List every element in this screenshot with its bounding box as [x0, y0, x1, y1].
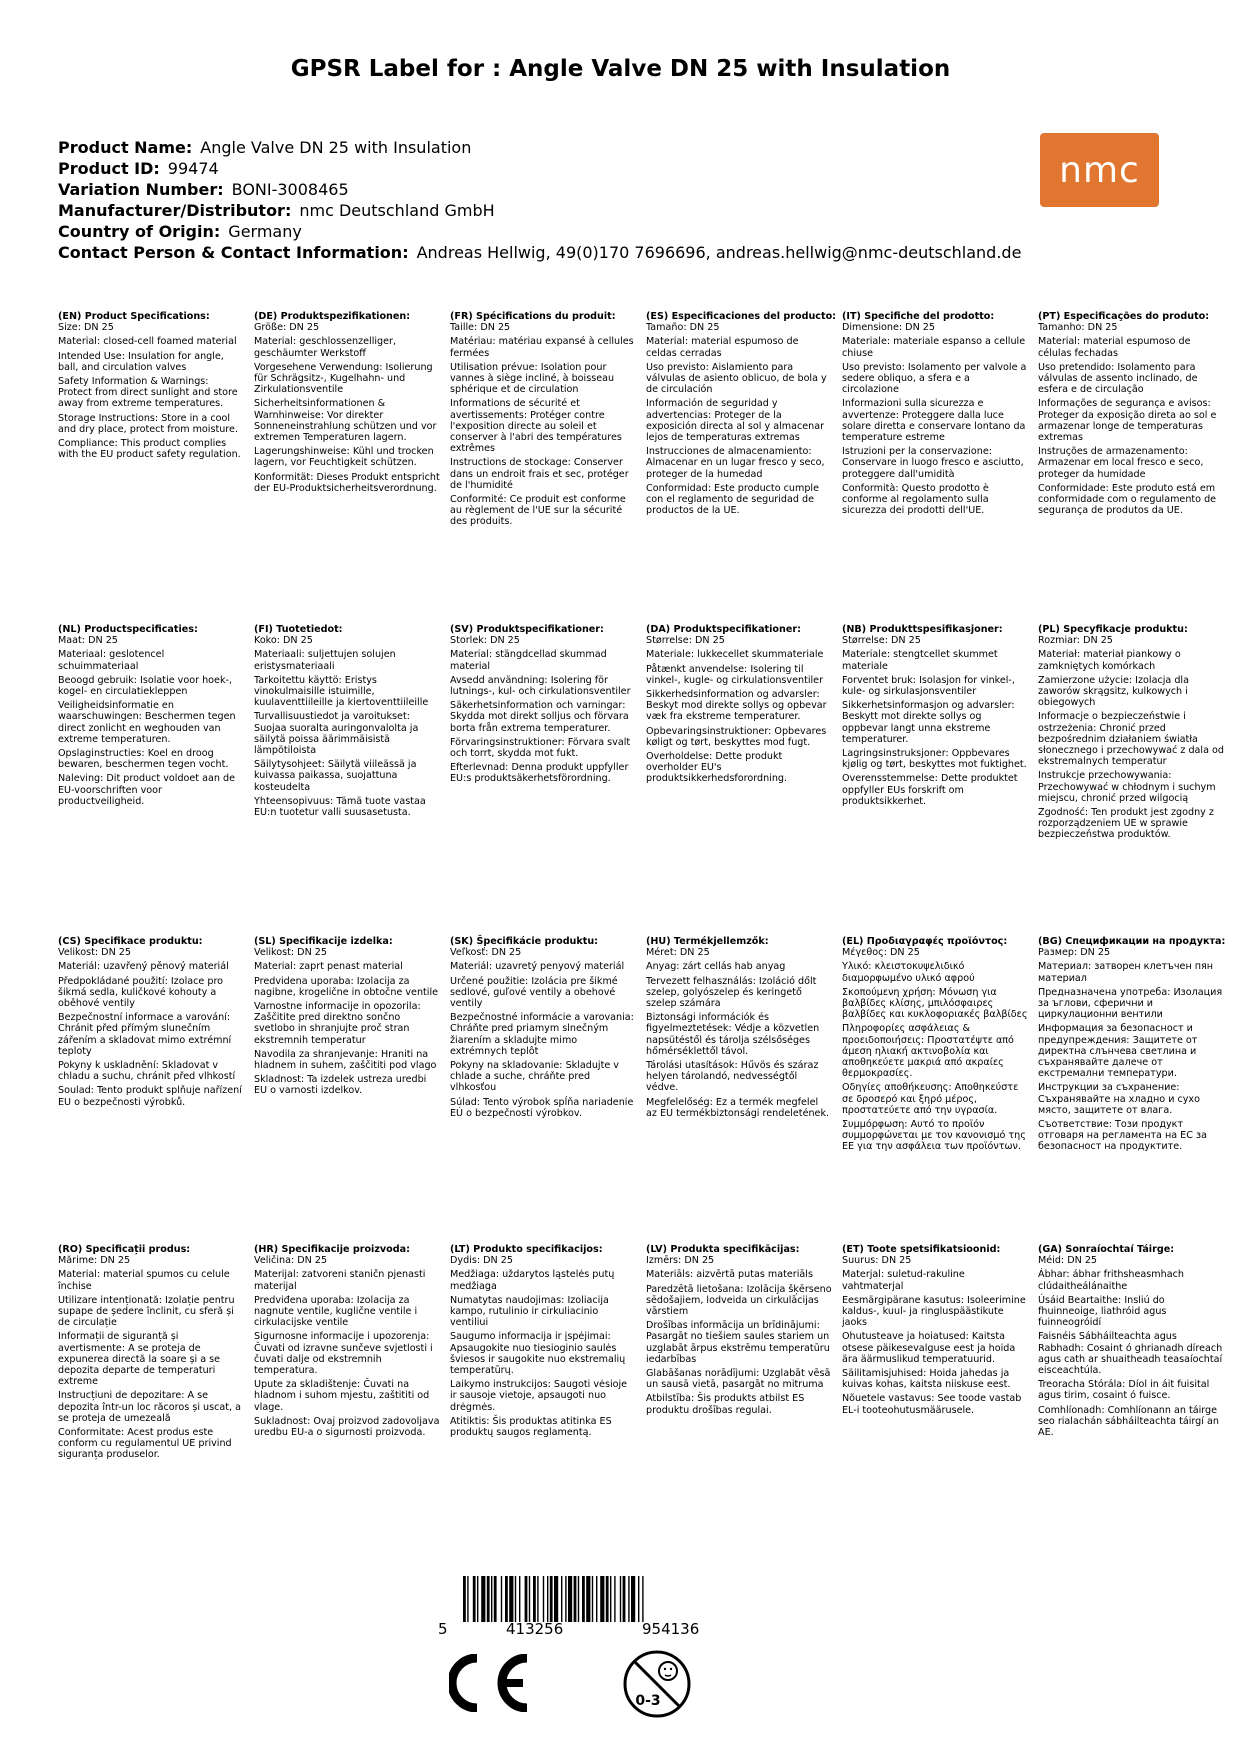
- size-line: Tamaño: DN 25: [646, 322, 720, 334]
- language-heading: (GA) Sonraíochtaí Táirge:: [1038, 1244, 1175, 1255]
- spec-item: Materiāls: aizvērtā putas materiāls: [646, 1269, 813, 1281]
- size-line: Μέγεθος: DN 25: [842, 947, 920, 959]
- spec-item: Υλικό: κλειστοκυψελιδικό διαμορφωμένο υλικό αφρού: [842, 961, 975, 984]
- spec-item: Materiál: uzavřený pěnový materiál: [58, 961, 229, 973]
- spec-item: Vorgesehene Verwendung: Isolierung für Schrägsitz-, Kugelhahn- und Zirkulationsventile: [254, 361, 433, 396]
- spec-item: Ábhar: ábhar frithsheasmhach clúdaitheálánaithe: [1038, 1269, 1184, 1292]
- language-block: [1038, 311, 1224, 519]
- spec-item: Anyag: zárt cellás hab anyag: [646, 961, 786, 973]
- logo-text: nmc: [1059, 149, 1140, 191]
- product-info-row: [58, 137, 1021, 158]
- spec-item: Material: geschlossenzelliger, geschäumter Werkstoff: [254, 336, 397, 359]
- language-heading: (ET) Toote spetsifikatsioonid:: [842, 1244, 1001, 1255]
- barcode-bar: [547, 1576, 548, 1622]
- spec-item: Opbevaringsinstruktioner: Opbevares køligt og tørt, beskyttes mod fugt.: [646, 725, 827, 748]
- spec-item: Veiligheidsinformatie en waarschuwingen: Beschermen tegen direct zonlicht en weghouden van extreme temperaturen.: [58, 700, 236, 745]
- spec-item: Uso pretendido: Isolamento para válvulas de assento inclinado, de esfera e de circulação: [1038, 361, 1198, 396]
- spec-item: Atitiktis: Šis produktas atitinka ES produktų saugos reglamentą.: [450, 1415, 612, 1439]
- spec-item: Instrucciones de almacenamiento: Almacenar en un lugar fresco y seco, proteger de la humedad: [646, 446, 825, 480]
- language-block: [254, 624, 440, 821]
- spec-item: Predvidena uporaba: Izolacija za nagibne, krogelične in obtočne ventile: [254, 975, 439, 998]
- spec-item: Материал: затворен клетъчен пян материал: [1038, 961, 1214, 984]
- spec-item: Varnostne informacije in opozorila: Zaščitite pred direktno sončno svetlobo in shranjujte proč stran ekstremnih temperatur: [254, 1001, 421, 1046]
- spec-item: Οδηγίες αποθήκευσης: Αποθηκεύστε σε δροσερό και ξηρό μέρος, προστατεύετε από την υγρασία.: [842, 1082, 1019, 1116]
- barcode-bar: [533, 1576, 536, 1622]
- spec-item: Laikymo instrukcijos: Saugoti vėsioje ir sausoje vietoje, apsaugoti nuo drėgmės.: [450, 1379, 628, 1413]
- barcode-bar: [543, 1576, 544, 1622]
- language-heading: (BG) Спецификации на продукта:: [1038, 936, 1226, 947]
- size-line: Maat: DN 25: [58, 635, 118, 647]
- spec-item: Tárolási utasítások: Hűvös és száraz helyen tárolandó, nedvességtől védve.: [646, 1060, 819, 1094]
- spec-item: Overensstemmelse: Dette produktet oppfyller EUs forskrift om produktsikkerhet.: [842, 773, 1018, 807]
- spec-item: Zgodność: Ten produkt jest zgodny z rozporządzeniem UE w sprawie bezpieczeństwa produktów.: [1038, 807, 1214, 841]
- spec-item: Drošības informācija un brīdinājumi: Pasargāt no tiešiem saules stariem un uzglabāt ārpus ekstrēmu temperatūru iedarbības: [646, 1320, 830, 1365]
- spec-item: Tervezett felhasználás: Izoláció dőlt szelep, golyószelep és keringető szelep számára: [646, 975, 817, 1010]
- barcode-bar: [554, 1576, 558, 1622]
- barcode-digits-right: 954136: [642, 1620, 700, 1638]
- spec-item: Informazioni sulla sicurezza e avvertenze: Proteggere dalla luce solare diretta e conservare lontano da temperature estreme: [842, 398, 1026, 444]
- spec-item: Navodila za shranjevanje: Hraniti na hladnem in suhem, zaščititi pod vlago: [254, 1048, 437, 1072]
- language-heading: (RO) Specificații produs:: [58, 1244, 191, 1255]
- spec-item: Medžiaga: uždarytos ląstelės putų medžiaga: [450, 1269, 615, 1292]
- spec-item: Uso previsto: Aislamiento para válvulas de asiento oblicuo, de bola y de circulación: [646, 361, 827, 396]
- spec-item: Saugumo informacija ir įspėjimai: Apsaugokite nuo tiesioginio saulės šviesos ir saugokite nuo ekstremalių temperatūrų.: [450, 1331, 626, 1377]
- spec-item: Sikkerhetsinformasjon og advarsler: Beskytt mot direkte sollys og oppbevar langt unna ekstreme temperaturer.: [842, 700, 1015, 745]
- spec-item: Bezpečnostné informácie a varovania: Chráňte pred priamym slnečným žiarením a skladujte mimo extrémnych teplôt: [450, 1012, 634, 1057]
- barcode-bar: [505, 1576, 508, 1622]
- language-heading: (SL) Specifikacije izdelka:: [254, 936, 393, 947]
- size-line: Velikost: DN 25: [58, 947, 131, 959]
- spec-item: Πληροφορίες ασφάλειας & προειδοποιήσεις: Προστατέψτε από άμεση ηλιακή ακτινοβολία και αποθηκεύετε μακριά από ακραίες θερμοκρασίες.: [842, 1023, 1014, 1080]
- spec-item: Ohutusteave ja hoiatused: Kaitsta otsese päikesevalguse eest ja hoida ära äärmuslikud temperatuurid.: [842, 1331, 1016, 1365]
- spec-item: Sigurnosne informacije i upozorenja: Čuvati od izravne sunčeve svjetlosti i čuvati dalje od ekstremnih temperatura.: [254, 1331, 433, 1377]
- barcode-bar: [529, 1576, 530, 1622]
- language-heading: (FR) Spécifications du produit:: [450, 311, 616, 322]
- spec-item: Material: material espumoso de células fechadas: [1038, 336, 1191, 359]
- barcode-bar: [481, 1576, 485, 1622]
- spec-item: Compliance: This product complies with the EU product safety regulation.: [58, 438, 241, 461]
- barcode-bar: [574, 1576, 577, 1622]
- barcode-bar: [565, 1576, 566, 1622]
- size-line: Veličina: DN 25: [254, 1255, 328, 1267]
- spec-item: Informacje o bezpieczeństwie i ostrzeżenia: Chronić przed bezpośrednim działaniem światła słonecznego i przechowywać z dala od ekstremalnych temperatur: [1038, 711, 1224, 768]
- spec-item: Utilisation prévue: Isolation pour vannes à siège incliné, à boisseau sphérique et de circulation: [450, 361, 615, 396]
- spec-item: Sicherheitsinformationen & Warnhinweise: Vor direkter Sonneneinstrahlung schützen und vor extremen Temperaturen lagern.: [254, 398, 437, 444]
- spec-item: Instrukcje przechowywania: Przechowywać w chłodnym i suchym miejscu, chronić przed wilgocią: [1038, 770, 1216, 804]
- spec-item: Informações de segurança e avisos: Proteger da exposição direta ao sol e armazenar longe de temperaturas extremas: [1038, 398, 1217, 444]
- spec-item: Yhteensopivuus: Tämä tuote vastaa EU:n tuotetur valli suusasetusta.: [254, 795, 426, 819]
- spec-item: Materiaali: suljettujen solujen eristysmateriaali: [254, 649, 396, 672]
- spec-item: Comhlíonadh: Comhlíonann an táirge seo rialachán sábháilteachta táirgí an AE.: [1038, 1404, 1219, 1439]
- spec-item: Materiał: materiał piankowy o zamkniętych komórkach: [1038, 649, 1181, 672]
- barcode-bar: [494, 1576, 497, 1622]
- nmc-logo: [1040, 133, 1159, 207]
- barcode-digit-first: 5: [438, 1620, 448, 1638]
- spec-item: Beoogd gebruik: Isolatie voor hoek-, kogel- en circulatiekleppen: [58, 674, 233, 698]
- spec-item: Materiale: stengtcellet skummet materiale: [842, 649, 998, 672]
- spec-item: Nõuetele vastavus: See toode vastab EL-i tooteohutusmäärusele.: [842, 1393, 1022, 1416]
- info-label: Country of Origin :: [58, 222, 220, 241]
- spec-item: Conformidade: Este produto está em conformidade com o regulamento de segurança de produtos da UE.: [1038, 482, 1217, 517]
- spec-item: Megfelelőség: Ez a termék megfelel az EU termékbiztonsági rendeletének.: [646, 1096, 830, 1119]
- language-block: [842, 311, 1028, 519]
- spec-item: Efterlevnad: Denna produkt uppfyller EU:s produktsäkerhetsförordning.: [450, 762, 629, 785]
- spec-item: Instruções de armazenamento: Armazenar em local fresco e seco, proteger da humidade: [1038, 446, 1204, 480]
- barcode-bar: [467, 1576, 468, 1622]
- language-heading: (PT) Especificações do produto:: [1038, 311, 1210, 322]
- info-label: Product ID :: [58, 159, 160, 178]
- size-line: Storlek: DN 25: [450, 635, 520, 647]
- barcode-bar: [586, 1576, 590, 1622]
- spec-item: Safety Information & Warnings: Protect from direct sunlight and store away from extreme temperatures.: [58, 376, 238, 410]
- size-line: Méret: DN 25: [646, 947, 710, 959]
- spec-item: Úsáid Beartaithe: Insliú do fhuinneoige, liathróid agus fuinneogróidí: [1038, 1294, 1167, 1329]
- info-value: nmc Deutschland GmbH: [299, 201, 495, 220]
- info-label: Contact Person & Contact Information :: [58, 243, 409, 262]
- spec-item: Material: closed-cell foamed material: [58, 336, 237, 348]
- language-heading: (IT) Specifiche del prodotto:: [842, 311, 995, 322]
- info-value: Angle Valve DN 25 with Insulation: [200, 138, 472, 157]
- language-block: [450, 936, 636, 1122]
- spec-item: Material: zaprt penast material: [254, 961, 403, 973]
- barcode-bar: [550, 1576, 553, 1622]
- spec-item: Συμμόρφωση: Αυτό το προϊόν συμμορφώνεται με τον κανονισμό της ΕΕ για την ασφάλεια των προϊόντων.: [842, 1119, 1026, 1153]
- product-info-row: [58, 200, 1021, 221]
- age-label: 0-3: [635, 1693, 661, 1709]
- spec-item: Forventet bruk: Isolasjon for vinkel-, kule- og sirkulasjonsventiler: [842, 674, 1015, 698]
- spec-item: Conformitate: Acest produs este conform cu regulamentul UE privind siguranța produselor.: [58, 1427, 232, 1461]
- info-label: Manufacturer/Distributor :: [58, 201, 291, 220]
- language-block: [58, 624, 244, 810]
- spec-item: Conformité: Ce produit est conforme au règlement de l'UE sur la sécurité des produits.: [450, 494, 626, 528]
- spec-item: Инструкции за съхранение: Съхранявайте на хладно и сухо място, защитете от влага.: [1038, 1082, 1200, 1116]
- language-block: [254, 311, 440, 497]
- size-line: Izmērs: DN 25: [646, 1255, 715, 1267]
- size-line: Размер: DN 25: [1038, 947, 1111, 959]
- spec-item: Naleving: Dit product voldoet aan de EU-voorschriften voor productveiligheid.: [58, 773, 235, 807]
- info-value: 99474: [167, 159, 219, 178]
- language-heading: (SV) Produktspecifikationer:: [450, 624, 604, 635]
- language-block: [842, 624, 1028, 810]
- language-heading: (SK) Špecifikácie produktu:: [450, 936, 599, 947]
- spec-item: Förvaringsinstruktioner: Förvara svalt och torrt, skydda mot fukt.: [450, 736, 631, 760]
- language-heading: (FI) Tuotetiedot:: [254, 624, 343, 635]
- age-warning-icon: [622, 1649, 692, 1719]
- spec-item: Предназначена употреба: Изолация за ъглови, сферични и циркулационни вентили: [1038, 986, 1223, 1021]
- spec-item: Uso previsto: Isolamento per valvole a sedere obliquo, a sfera e a circolazione: [842, 361, 1027, 396]
- size-line: Veľkosť: DN 25: [450, 947, 522, 959]
- barcode-bar: [537, 1576, 538, 1622]
- language-heading: (LV) Produkta specifikācijas:: [646, 1244, 800, 1255]
- spec-item: Storage Instructions: Store in a cool and dry place, protect from moisture.: [58, 412, 238, 435]
- language-block: [450, 311, 636, 531]
- spec-item: Materiaal: geslotencel schuimmateriaal: [58, 649, 165, 672]
- barcode-bar: [614, 1576, 615, 1622]
- info-value: Andreas Hellwig, 49(0)170 7696696, andreas.hellwig@nmc-deutschland.de: [416, 243, 1022, 262]
- spec-item: Materiál: uzavretý penyový materiál: [450, 961, 625, 973]
- spec-item: Informații de siguranță și avertismente: A se proteja de expunerea directă la soare și a se depozita departe de temperaturi extreme: [58, 1331, 221, 1388]
- spec-item: Numatytas naudojimas: Izoliacija kampo, rutulinio ir cirkuliacinio ventiliui: [450, 1294, 609, 1329]
- barcode-bar: [568, 1576, 572, 1622]
- spec-item: Avsedd användning: Isolering för lutnings-, kul- och cirkulationsventiler: [450, 674, 631, 698]
- size-line: Größe: DN 25: [254, 322, 320, 334]
- language-heading: (NB) Produkttspesifikasjoner:: [842, 624, 1003, 635]
- barcode-bar: [561, 1576, 562, 1622]
- spec-item: Säkerhetsinformation och varningar: Skydda mot direkt solljus och förvara borta från extrema temperaturer.: [450, 700, 629, 734]
- spec-item: Eesmärgipärane kasutus: Isoleerimine kaldus-, kuul- ja ringluspäästikute jaoks: [842, 1294, 1026, 1329]
- spec-item: Materiale: materiale espanso a cellule chiuse: [842, 336, 1026, 359]
- spec-item: Materijal: zatvoreni staničn pjenasti materijal: [254, 1269, 426, 1292]
- size-line: Mărime: DN 25: [58, 1255, 131, 1267]
- spec-item: Materjal: suletud-rakuline vahtmaterjal: [842, 1269, 965, 1292]
- barcode-bar: [606, 1576, 609, 1622]
- language-block: [646, 311, 837, 519]
- spec-item: Predviđena uporaba: Izolacija za nagnute ventile, kuglične ventile i cirkulacijske ventile: [254, 1294, 418, 1329]
- barcode-bar: [578, 1576, 579, 1622]
- spec-item: Skladnost: Ta izdelek ustreza uredbi EU o varnosti izdelkov.: [254, 1074, 427, 1097]
- language-block: [842, 936, 1028, 1156]
- language-block: [646, 624, 832, 788]
- spec-item: Soulad: Tento produkt splňuje nařízení EU o bezpečnosti výrobků.: [58, 1085, 242, 1108]
- spec-item: Turvallisuustiedot ja varoitukset: Suojaa suoralta auringonvalolta ja säilytä poissa äärimmäisistä lämpötiloista: [254, 711, 419, 757]
- size-line: Størrelse: DN 25: [646, 635, 725, 647]
- spec-item: Zamierzone użycie: Izolacja dla zaworów skrągsitz, kulkowych i obiegowych: [1038, 674, 1189, 709]
- spec-item: Treoracha Stórála: Díol in áit fuisital agus tirim, cosaint ó fuisce.: [1038, 1379, 1210, 1402]
- spec-item: Matériau: matériau expansé à cellules fermées: [450, 336, 634, 359]
- barcode-bar: [623, 1576, 626, 1622]
- language-heading: (DE) Produktspezifikationen:: [254, 311, 411, 322]
- barcode-bar: [642, 1576, 643, 1622]
- language-heading: (HU) Termékjellemzők:: [646, 936, 769, 947]
- spec-item: Material: material spumos cu celule închise: [58, 1269, 230, 1292]
- size-line: Dydis: DN 25: [450, 1255, 513, 1267]
- spec-item: Conformità: Questo prodotto è conforme al regolamento sulla sicurezza dei prodotti dell'UE.: [842, 482, 989, 517]
- spec-item: Súlad: Tento výrobok spĺňa nariadenie EÚ o bezpečnosti výrobkov.: [450, 1096, 634, 1119]
- spec-item: Conformidad: Este producto cumple con el reglamento de seguridad de productos de la UE.: [646, 482, 819, 517]
- size-line: Tamanho: DN 25: [1038, 322, 1118, 334]
- size-line: Taille: DN 25: [450, 322, 511, 334]
- spec-item: Konformität: Dieses Produkt entspricht der EU-Produktsicherheitsverordnung.: [254, 471, 440, 494]
- product-info-row: [58, 158, 1021, 179]
- barcode-bar: [519, 1576, 520, 1622]
- spec-item: Säilytysohjeet: Säilytä viileässä ja kuivassa paikassa, suojattuna kosteudelta: [254, 759, 417, 793]
- barcode-bar: [509, 1576, 513, 1622]
- language-heading: (HR) Specifikacije proizvoda:: [254, 1244, 410, 1255]
- size-line: Suurus: DN 25: [842, 1255, 912, 1267]
- spec-item: Určené použitie: Izolácia pre šikmé sedlové, guľové ventily a obehové ventily: [450, 975, 618, 1010]
- spec-item: Upute za skladištenje: Čuvati na hladnom i suhom mjestu, zaštititi od vlage.: [254, 1379, 430, 1413]
- spec-item: Paredzētā lietošana: Izolācija šķērseno sēdošajiem, lodveida un cirkulācijas vārstiem: [646, 1283, 832, 1318]
- ce-mark-icon: [449, 1654, 531, 1712]
- language-block: [646, 936, 832, 1122]
- spec-item: Tarkoitettu käyttö: Eristys vinokulmaisille istuimille, kuulaventtiileille ja kiertoventtiileille: [254, 674, 429, 709]
- barcode-bar: [491, 1576, 492, 1622]
- spec-item: Instrucțiuni de depozitare: A se depozita într-un loc răcoros și uscat, a se proteja de umezeală: [58, 1390, 242, 1424]
- language-block: [254, 1244, 440, 1441]
- spec-item: Информация за безопасност и предупреждения: Защитете от директна слънчева светлина и съхранявайте далече от екстремални температури.: [1038, 1023, 1198, 1080]
- spec-item: Material: material espumoso de celdas cerradas: [646, 336, 799, 359]
- barcode-bar: [592, 1576, 593, 1622]
- spec-item: Información de seguridad y advertencias: Proteger de la exposición directa al sol y almacenar lejos de temperaturas extremas: [646, 398, 825, 444]
- language-block: [646, 1244, 832, 1419]
- size-line: Méid: DN 25: [1038, 1255, 1098, 1267]
- language-block: [254, 936, 440, 1100]
- barcode-bar: [600, 1576, 604, 1622]
- size-line: Size: DN 25: [58, 322, 114, 334]
- language-heading: (DA) Produktspecifikationer:: [646, 624, 801, 635]
- info-value: Germany: [228, 222, 302, 241]
- spec-item: Съответствие: Този продукт отговаря на регламента на ЕС за безопасност на продуктите.: [1038, 1119, 1207, 1153]
- barcode-bar: [515, 1576, 516, 1622]
- size-line: Størrelse: DN 25: [842, 635, 921, 647]
- language-heading: (CS) Specifikace produktu:: [58, 936, 203, 947]
- language-block: [450, 1244, 636, 1441]
- product-info-row: [58, 221, 1021, 242]
- barcode: [463, 1576, 729, 1622]
- spec-item: Overholdelse: Dette produkt overholder EU's produktsikkerhedsforordning.: [646, 751, 788, 785]
- barcode-bar: [628, 1576, 629, 1622]
- spec-item: Material: stängdcellad skummad material: [450, 649, 607, 672]
- language-block: [842, 1244, 1028, 1419]
- barcode-bar: [525, 1576, 528, 1622]
- spec-item: Faisnéis Sábháilteachta agus Rabhadh: Cosaint ó ghrianadh díreach agus cath ar shuaitheadh teasaíochtaí eisceachtúla.: [1038, 1331, 1223, 1377]
- language-block: [1038, 936, 1224, 1156]
- barcode-bar: [463, 1576, 466, 1622]
- spec-item: Instructions de stockage: Conserver dans un endroit frais et sec, protéger de l'humidité: [450, 457, 629, 491]
- spec-item: Utilizare intenționată: Izolație pentru supape de ședere înclinit, cu sferă și de circulație: [58, 1294, 235, 1329]
- spec-item: Pokyny k uskladnění: Skladovat v chladu a suchu, chránit před vlhkostí: [58, 1060, 236, 1083]
- size-line: Koko: DN 25: [254, 635, 313, 647]
- language-heading: (PL) Specyfikacje produktu:: [1038, 624, 1188, 635]
- product-info-row: [58, 179, 1021, 200]
- language-heading: (EN) Product Specifications:: [58, 311, 210, 322]
- spec-item: Opslaginstructies: Koel en droog bewaren, beschermen tegen vocht.: [58, 748, 229, 771]
- barcode-digits-left: 413256: [506, 1620, 564, 1638]
- size-line: Velikost: DN 25: [254, 947, 327, 959]
- language-block: [450, 624, 636, 788]
- language-heading: (ES) Especificaciones del producto:: [646, 311, 837, 322]
- spec-item: Bezpečnostní informace a varování: Chránit před přímým slunečním zářením a skladovat mimo extrémní teploty: [58, 1012, 232, 1057]
- spec-item: Pokyny na skladovanie: Skladujte v chlade a suche, chráňte pred vlhkosťou: [450, 1060, 619, 1094]
- info-label: Product Name :: [58, 138, 192, 157]
- spec-item: Säilitamisjuhised: Hoida jahedas ja kuivas kohas, kaitsta niiskuse eest.: [842, 1368, 1011, 1391]
- barcode-bar: [487, 1576, 490, 1622]
- language-block: [58, 311, 244, 463]
- spec-item: Intended Use: Insulation for angle, ball, and circulation valves: [58, 350, 224, 373]
- page-title: GPSR Label for : Angle Valve DN 25 with Insulation: [290, 56, 951, 82]
- barcode-bar: [582, 1576, 585, 1622]
- spec-item: Istruzioni per la conservazione: Conservare in luogo fresco e asciutto, proteggere dall'umidità: [842, 446, 1024, 480]
- spec-item: Sikkerhedsinformation og advarsler: Beskyt mod direkte sollys og opbevar væk fra ekstreme temperaturer.: [646, 689, 827, 723]
- language-block: [58, 1244, 244, 1464]
- product-info: [58, 137, 1021, 263]
- language-heading: (LT) Produkto specifikacijos:: [450, 1244, 603, 1255]
- barcode-bar: [596, 1576, 597, 1622]
- barcode-bar: [473, 1576, 476, 1622]
- barcode-bar: [501, 1576, 502, 1622]
- size-line: Dimensione: DN 25: [842, 322, 936, 334]
- language-block: [58, 936, 244, 1111]
- spec-item: Materiale: lukkecellet skummateriale: [646, 649, 824, 661]
- spec-item: Påtænkt anvendelse: Isolering til vinkel-, kugle- og cirkulationsventiler: [646, 663, 824, 686]
- barcode-bar: [620, 1576, 621, 1622]
- info-label: Variation Number :: [58, 180, 224, 199]
- language-heading: (EL) Προδιαγραφές προϊόντος:: [842, 936, 1008, 947]
- barcode-bar: [631, 1576, 635, 1622]
- language-heading: (NL) Productspecificaties:: [58, 624, 198, 635]
- language-block: [1038, 624, 1224, 844]
- spec-item: Σκοπούμενη χρήση: Μόνωση για βαλβίδες κλίσης, μπιλόσφαιρες βαλβίδες και κυκλοφοριακές βαλβίδες: [842, 986, 1028, 1021]
- info-value: BONI-3008465: [231, 180, 349, 199]
- spec-item: Biztonsági információk és figyelmeztetések: Védje a közvetlen napsütéstől és tárolja szélsőséges hőmérséklettől távol.: [646, 1012, 820, 1057]
- language-block: [1038, 1244, 1224, 1441]
- product-info-row: [58, 242, 1021, 263]
- spec-item: Glabāšanas norādījumi: Uzglabāt vēsā un sausā vietā, pasargāt no mitruma: [646, 1368, 831, 1391]
- barcode-bar: [610, 1576, 611, 1622]
- spec-item: Sukladnost: Ovaj proizvod zadovoljava uredbu EU-a o sigurnosti proizvoda.: [254, 1415, 440, 1439]
- spec-item: Informations de sécurité et avertissements: Protéger contre l'exposition directe au soleil et conserver à l'abri des températures extrêmes: [450, 398, 622, 455]
- spec-item: Atbilstība: Šis produkts atbilst ES produktu drošības regulai.: [646, 1393, 805, 1416]
- spec-item: Předpokládané použití: Izolace pro šikmá sedla, kuličkové kohouty a oběhové ventily: [58, 975, 224, 1010]
- spec-item: Lagringsinstruksjoner: Oppbevares kjølig og tørt, beskyttes mot fuktighet.: [842, 748, 1027, 771]
- barcode-bar: [477, 1576, 478, 1622]
- spec-item: Lagerungshinweise: Kühl und trocken lagern, vor Feuchtigkeit schützen.: [254, 446, 434, 469]
- size-line: Rozmiar: DN 25: [1038, 635, 1113, 647]
- barcode-bar: [638, 1576, 639, 1622]
